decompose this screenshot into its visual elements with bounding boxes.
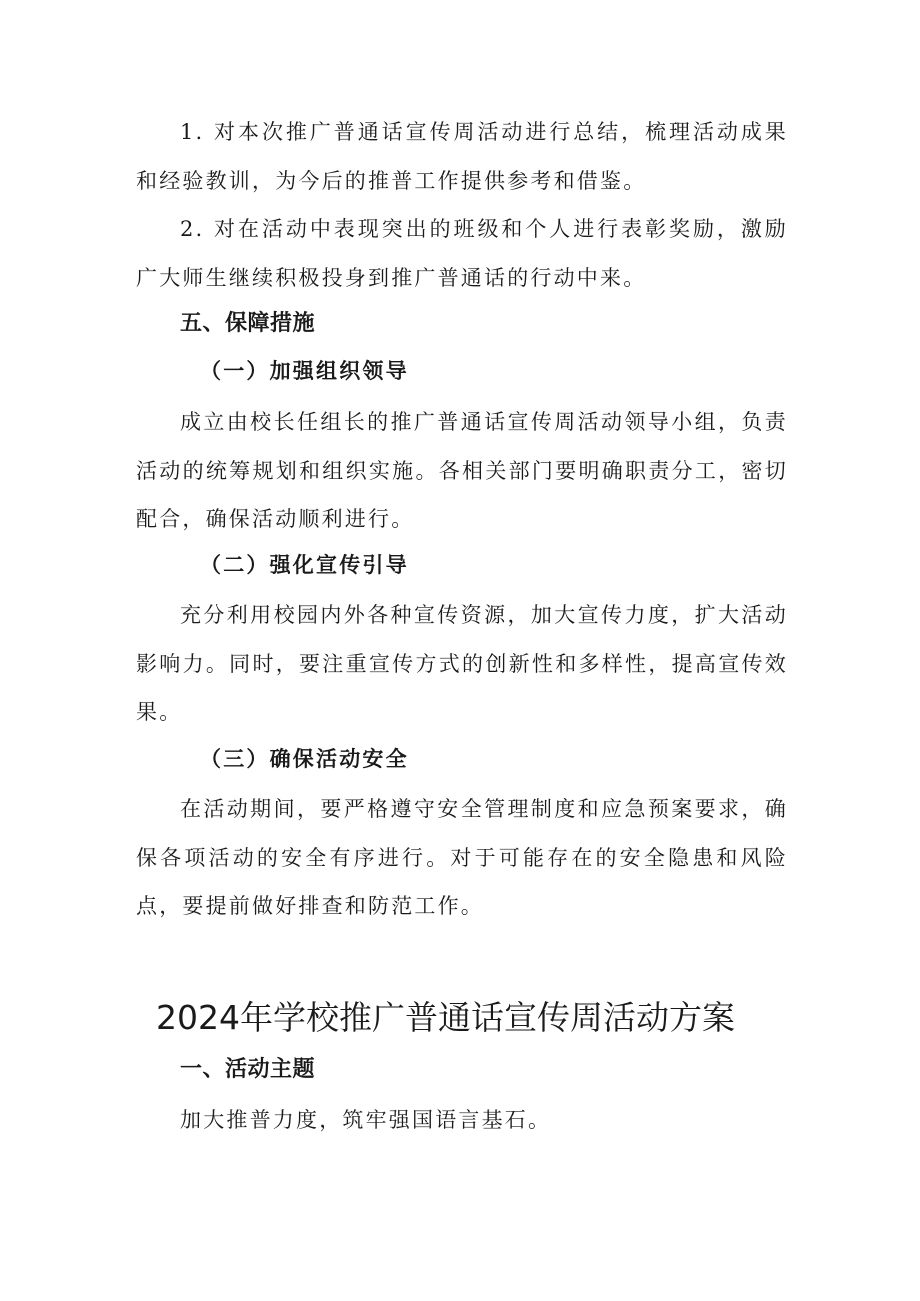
- subsection-3-body: 在活动期间，要严格遵守安全管理制度和应急预案要求，确保各项活动的安全有序进行。对于可能存在的安全隐患和风险点，要提前做好排查和防范工作。: [136, 797, 788, 918]
- section-five-heading: 五、保障措施: [180, 311, 316, 336]
- document-title: 2024年学校推广普通话宣传周活动方案: [156, 998, 735, 1037]
- subsection-3-heading: （三）确保活动安全: [200, 746, 409, 771]
- section-one-body: 加大推普力度，筑牢强国语言基石。: [180, 1108, 552, 1132]
- subsection-1-heading: （一）加强组织领导: [200, 358, 409, 383]
- section-one-heading: 一、活动主题: [180, 1057, 316, 1082]
- subsection-2-body: 充分利用校园内外各种宣传资源，加大宣传力度，扩大活动影响力。同时，要注重宣传方式的创新性和多样性，提高宣传效果。: [136, 603, 788, 724]
- summary-item-1: 1. 对本次推广普通话宣传周活动进行总结，梳理活动成果和经验教训，为今后的推普工作提供参考和借鉴。: [136, 120, 788, 193]
- summary-item-2: 2. 对在活动中表现突出的班级和个人进行表彰奖励，激励广大师生继续积极投身到推广普通话的行动中来。: [136, 217, 788, 290]
- subsection-2-heading: （二）强化宣传引导: [200, 552, 409, 577]
- subsection-1-body: 成立由校长任组长的推广普通话宣传周活动领导小组，负责活动的统筹规划和组织实施。各相关部门要明确职责分工，密切配合，确保活动顺利进行。: [136, 410, 788, 531]
